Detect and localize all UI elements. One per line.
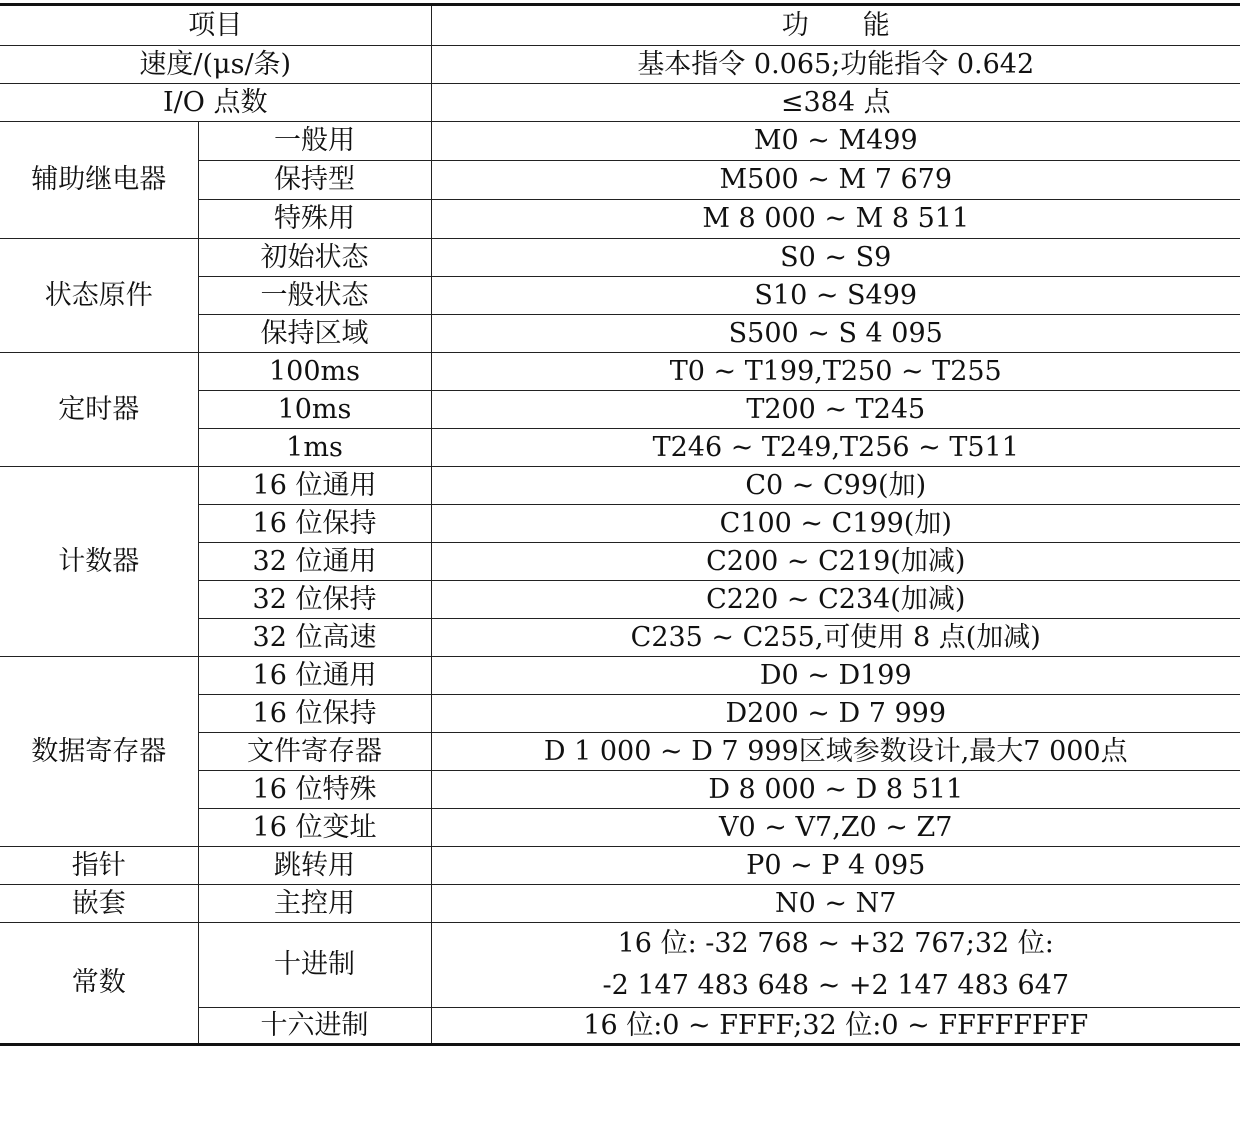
sub-label: 主控用 <box>198 885 431 923</box>
sub-label: 16 位变址 <box>198 809 431 847</box>
sub-label: 保持区域 <box>198 315 431 353</box>
sub-label: 初始状态 <box>198 239 431 277</box>
sub-label: 32 位高速 <box>198 619 431 657</box>
table-row <box>0 467 1240 505</box>
sub-label: 跳转用 <box>198 847 431 885</box>
cell-value: 16 位:0 ~ FFFF;32 位:0 ~ FFFFFFFF <box>431 1007 1240 1044</box>
cell-value: C100 ~ C199(加) <box>431 505 1240 543</box>
table-row <box>0 885 1240 923</box>
timer-label: 定时器 <box>0 353 198 467</box>
table-row <box>0 84 1240 122</box>
cell-value: T0 ~ T199,T250 ~ T255 <box>431 353 1240 391</box>
cell-value: D200 ~ D 7 999 <box>431 695 1240 733</box>
state-label: 状态原件 <box>0 239 198 353</box>
pointer-label: 指针 <box>0 847 198 885</box>
cell-value: C0 ~ C99(加) <box>431 467 1240 505</box>
cell-value: C220 ~ C234(加减) <box>431 581 1240 619</box>
sub-label: 一般状态 <box>198 277 431 315</box>
sub-label: 16 位通用 <box>198 657 431 695</box>
table-row <box>0 46 1240 84</box>
table-row <box>0 122 1240 161</box>
io-value: ≤384 点 <box>431 84 1240 122</box>
cell-value: C235 ~ C255,可使用 8 点(加减) <box>431 619 1240 657</box>
cell-value: N0 ~ N7 <box>431 885 1240 923</box>
cell-value: T246 ~ T249,T256 ~ T511 <box>431 429 1240 467</box>
header-function: 功 能 <box>431 5 1240 46</box>
cell-value: S0 ~ S9 <box>431 239 1240 277</box>
cell-value: S500 ~ S 4 095 <box>431 315 1240 353</box>
table-row <box>0 353 1240 391</box>
cell-value: C200 ~ C219(加减) <box>431 543 1240 581</box>
cell-value: D 1 000 ~ D 7 999区域参数设计,最大7 000点 <box>431 733 1240 771</box>
cell-value: P0 ~ P 4 095 <box>431 847 1240 885</box>
nesting-label: 嵌套 <box>0 885 198 923</box>
cell-value: V0 ~ V7,Z0 ~ Z7 <box>431 809 1240 847</box>
sub-label: 保持型 <box>198 161 431 200</box>
sub-label: 100ms <box>198 353 431 391</box>
speed-value: 基本指令 0.065;功能指令 0.642 <box>431 46 1240 84</box>
cell-value: M0 ~ M499 <box>431 122 1240 161</box>
table-header-row <box>0 5 1240 46</box>
table-row <box>0 657 1240 695</box>
constant-label: 常数 <box>0 923 198 1045</box>
sub-label: 16 位通用 <box>198 467 431 505</box>
cell-value: T200 ~ T245 <box>431 391 1240 429</box>
sub-label: 一般用 <box>198 122 431 161</box>
sub-label: 10ms <box>198 391 431 429</box>
decimal-line-1: 16 位: -32 768 ~ +32 767;32 位: <box>617 928 1054 959</box>
cell-value: M500 ~ M 7 679 <box>431 161 1240 200</box>
cell-value <box>431 923 1240 1008</box>
cell-value: D0 ~ D199 <box>431 657 1240 695</box>
sub-label: 32 位通用 <box>198 543 431 581</box>
sub-label: 文件寄存器 <box>198 733 431 771</box>
header-item: 项目 <box>0 5 431 46</box>
counter-label: 计数器 <box>0 467 198 657</box>
plc-spec-table <box>0 3 1240 1046</box>
speed-label: 速度/(μs/条) <box>0 46 431 84</box>
sub-label: 1ms <box>198 429 431 467</box>
sub-label: 16 位保持 <box>198 505 431 543</box>
table-row <box>0 239 1240 277</box>
decimal-line-2: -2 147 483 648 ~ +2 147 483 647 <box>602 969 1070 1001</box>
sub-label: 十六进制 <box>198 1007 431 1044</box>
cell-value: S10 ~ S499 <box>431 277 1240 315</box>
sub-label: 十进制 <box>198 923 431 1008</box>
io-label: I/O 点数 <box>0 84 431 122</box>
data-reg-label: 数据寄存器 <box>0 657 198 847</box>
cell-value: M 8 000 ~ M 8 511 <box>431 200 1240 239</box>
table-row <box>0 847 1240 885</box>
sub-label: 特殊用 <box>198 200 431 239</box>
table-row <box>0 923 1240 1008</box>
aux-relay-label: 辅助继电器 <box>0 122 198 239</box>
sub-label: 32 位保持 <box>198 581 431 619</box>
sub-label: 16 位特殊 <box>198 771 431 809</box>
cell-value: D 8 000 ~ D 8 511 <box>431 771 1240 809</box>
sub-label: 16 位保持 <box>198 695 431 733</box>
